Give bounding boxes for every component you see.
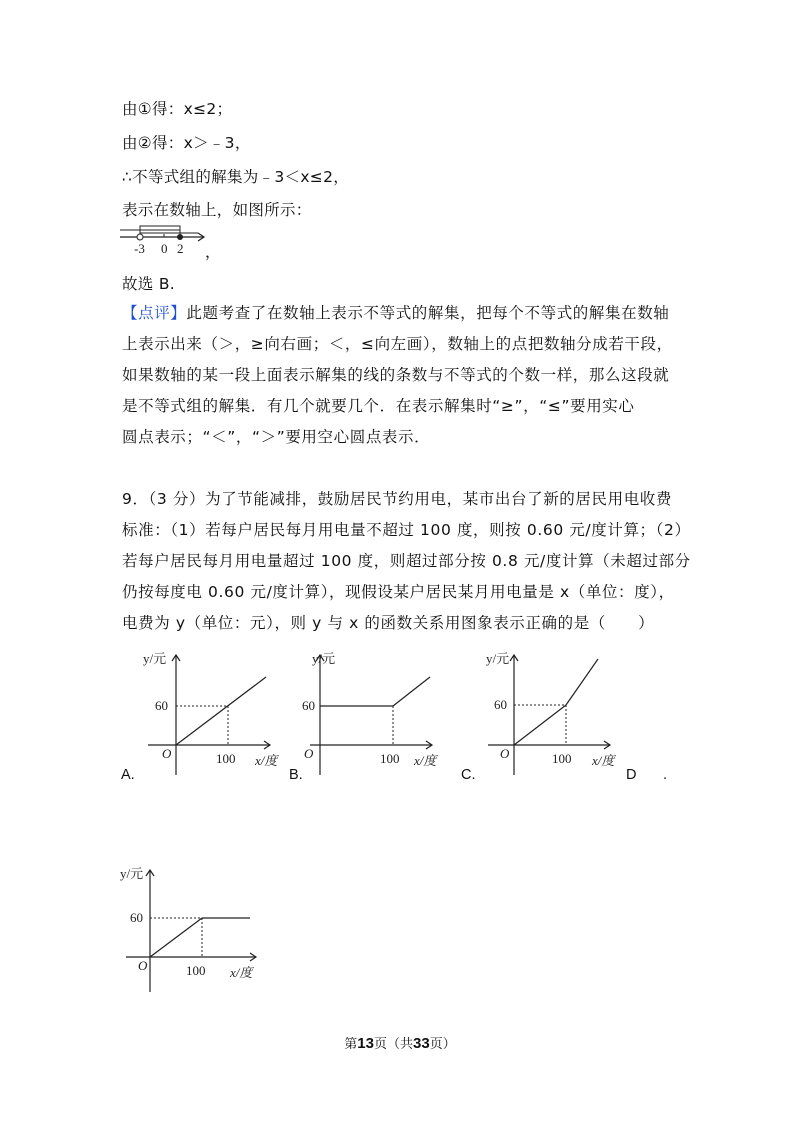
comment-line: 上表示出来（＞，≥向右画；＜，≤向左画），数轴上的点把数轴分成若干段，: [122, 335, 673, 353]
x-tick-label: 100: [186, 963, 206, 978]
y-tick-label: 60: [155, 698, 168, 713]
total-pages: 33: [413, 1035, 430, 1052]
x-tick-label: 100: [552, 751, 572, 766]
y-tick-label: 60: [302, 698, 315, 713]
graph-b: [302, 645, 442, 780]
comment-line: 圆点表示；“＜”，“＞”要用空心圆点表示．: [122, 428, 431, 446]
option-a-label[interactable]: A.: [121, 767, 135, 783]
question-line: 9．（3 分）为了节能减排，鼓励居民节约用电，某市出台了新的居民用电收费: [122, 490, 673, 508]
x-axis-label: x/度: [414, 753, 437, 768]
y-axis-label: y/元: [486, 651, 510, 666]
solution-bracket: [140, 226, 180, 237]
y-tick-label: 60: [130, 910, 143, 925]
option-d-label[interactable]: D: [626, 767, 637, 783]
footer-mid: 页（共: [373, 1037, 413, 1052]
nl-label-neg3: -3: [134, 241, 145, 256]
solution-line-5: 故选 B.: [122, 275, 175, 293]
y-tick-label: 60: [494, 697, 507, 712]
comment-line: 如果数轴的某一段上面表示解集的线的条数与不等式的个数一样，那么这段就: [122, 366, 670, 384]
origin-label: O: [500, 746, 510, 761]
option-d-dot: .: [663, 767, 668, 783]
origin-label: O: [138, 958, 148, 973]
solution-line-4: 表示在数轴上，如图所示：: [122, 201, 312, 219]
question-line: 仍按每度电 0.60 元/度计算），现假设某户居民某月用电量是 x（单位：度），: [122, 583, 675, 601]
open-dot: [137, 234, 143, 240]
filled-dot: [177, 234, 183, 240]
y-axis-label: y/元: [120, 866, 144, 881]
question-line: 若每户居民每月用电量超过 100 度，则超过部分按 0.8 元/度计算（未超过部分: [122, 552, 691, 570]
x-axis-label: x/度: [592, 753, 615, 768]
question-paragraph: [122, 484, 692, 639]
graph-c: [480, 645, 620, 780]
footer-prefix: 第: [344, 1037, 358, 1052]
x-tick-label: 100: [216, 751, 236, 766]
origin-label: O: [162, 746, 172, 761]
x-tick-label: 100: [380, 751, 400, 766]
comment-tag: 【点评】: [122, 304, 187, 322]
solution-line-1: 由①得：x≤2；: [122, 100, 233, 118]
nl-label-0: 0: [161, 241, 168, 256]
numberline-trailing: ，: [205, 243, 221, 261]
solution-line-3: ∴不等式组的解集为﹣3＜x≤2，: [122, 168, 350, 186]
x-axis-label: x/度: [230, 965, 253, 980]
page-number: 13: [357, 1035, 374, 1052]
graph-a: [140, 645, 280, 780]
x-axis-label: x/度: [255, 753, 278, 768]
footer-suffix: 页）: [429, 1037, 456, 1052]
comment-line: 此题考查了在数轴上表示不等式的解集，把每个不等式的解集在数轴: [186, 304, 670, 322]
graph-d: [118, 862, 268, 997]
y-axis-label: y/元: [143, 651, 167, 666]
question-line: 电费为 y（单位：元），则 y 与 x 的函数关系用图象表示正确的是（ ）: [122, 614, 655, 632]
option-b-label[interactable]: B.: [289, 767, 303, 783]
nl-label-2: 2: [177, 241, 184, 256]
option-c-label[interactable]: C.: [461, 767, 476, 783]
page-footer: [0, 1033, 800, 1052]
question-line: 标准：（1）若每户居民每月用电量不超过 100 度，则按 0.60 元/度计算；（2）: [122, 521, 691, 539]
y-axis-label: y/元: [312, 651, 336, 666]
comment-line: 是不等式组的解集．有几个就要几个．在表示解集时“≥”，“≤”要用实心: [122, 397, 635, 415]
origin-label: O: [304, 746, 314, 761]
solution-line-2: 由②得：x＞﹣3，: [122, 134, 251, 152]
comment-paragraph: [122, 298, 692, 453]
